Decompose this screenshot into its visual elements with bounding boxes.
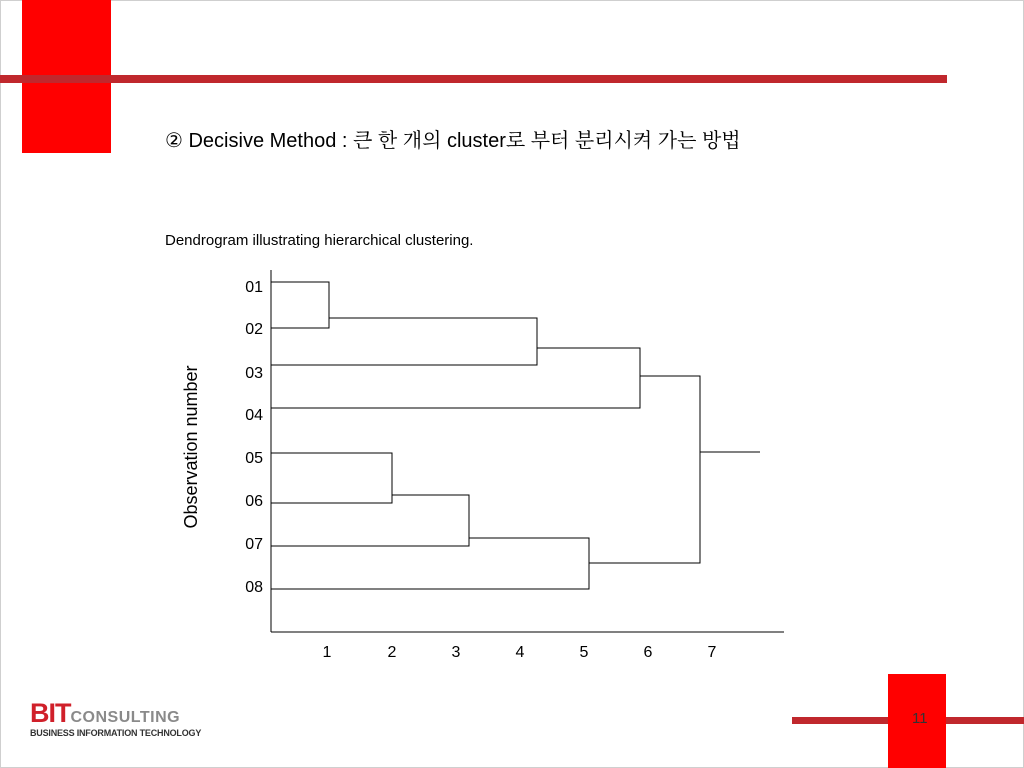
- merge-step-2: [271, 453, 392, 503]
- observation-label-01: 01: [245, 279, 263, 296]
- step-label-1: 1: [322, 644, 332, 661]
- step-label-2: 2: [387, 644, 397, 661]
- observation-label-07: 07: [245, 536, 263, 553]
- logo-consulting-text: CONSULTING: [70, 709, 181, 726]
- observation-label-08: 08: [245, 579, 263, 596]
- y-axis-title: Observation number: [181, 365, 201, 529]
- merge-step-1: [271, 282, 329, 328]
- diagram-caption: Dendrogram illustrating hierarchical clustering.: [165, 232, 474, 249]
- slide-heading: ② Decisive Method : 큰 한 개의 cluster로 부터 분리시켜 가는 방법: [165, 130, 741, 152]
- step-label-3: 3: [451, 644, 461, 661]
- merge-step-7: [589, 376, 700, 563]
- step-label-4: 4: [515, 644, 525, 661]
- company-logo: [30, 700, 201, 738]
- observation-label-03: 03: [245, 365, 263, 382]
- merge-step-4: [271, 318, 537, 365]
- step-label-7: 7: [707, 644, 717, 661]
- observation-label-06: 06: [245, 493, 263, 510]
- logo-subtitle: BUSINESS INFORMATION TECHNOLOGY: [30, 728, 202, 738]
- page-number: 11: [912, 710, 928, 727]
- step-label-5: 5: [579, 644, 589, 661]
- step-label-6: 6: [643, 644, 653, 661]
- merge-step-6: [271, 348, 640, 408]
- observation-label-05: 05: [245, 450, 263, 467]
- observation-label-04: 04: [245, 407, 263, 424]
- logo-bit-text: BIT: [30, 698, 71, 728]
- observation-label-02: 02: [245, 321, 263, 338]
